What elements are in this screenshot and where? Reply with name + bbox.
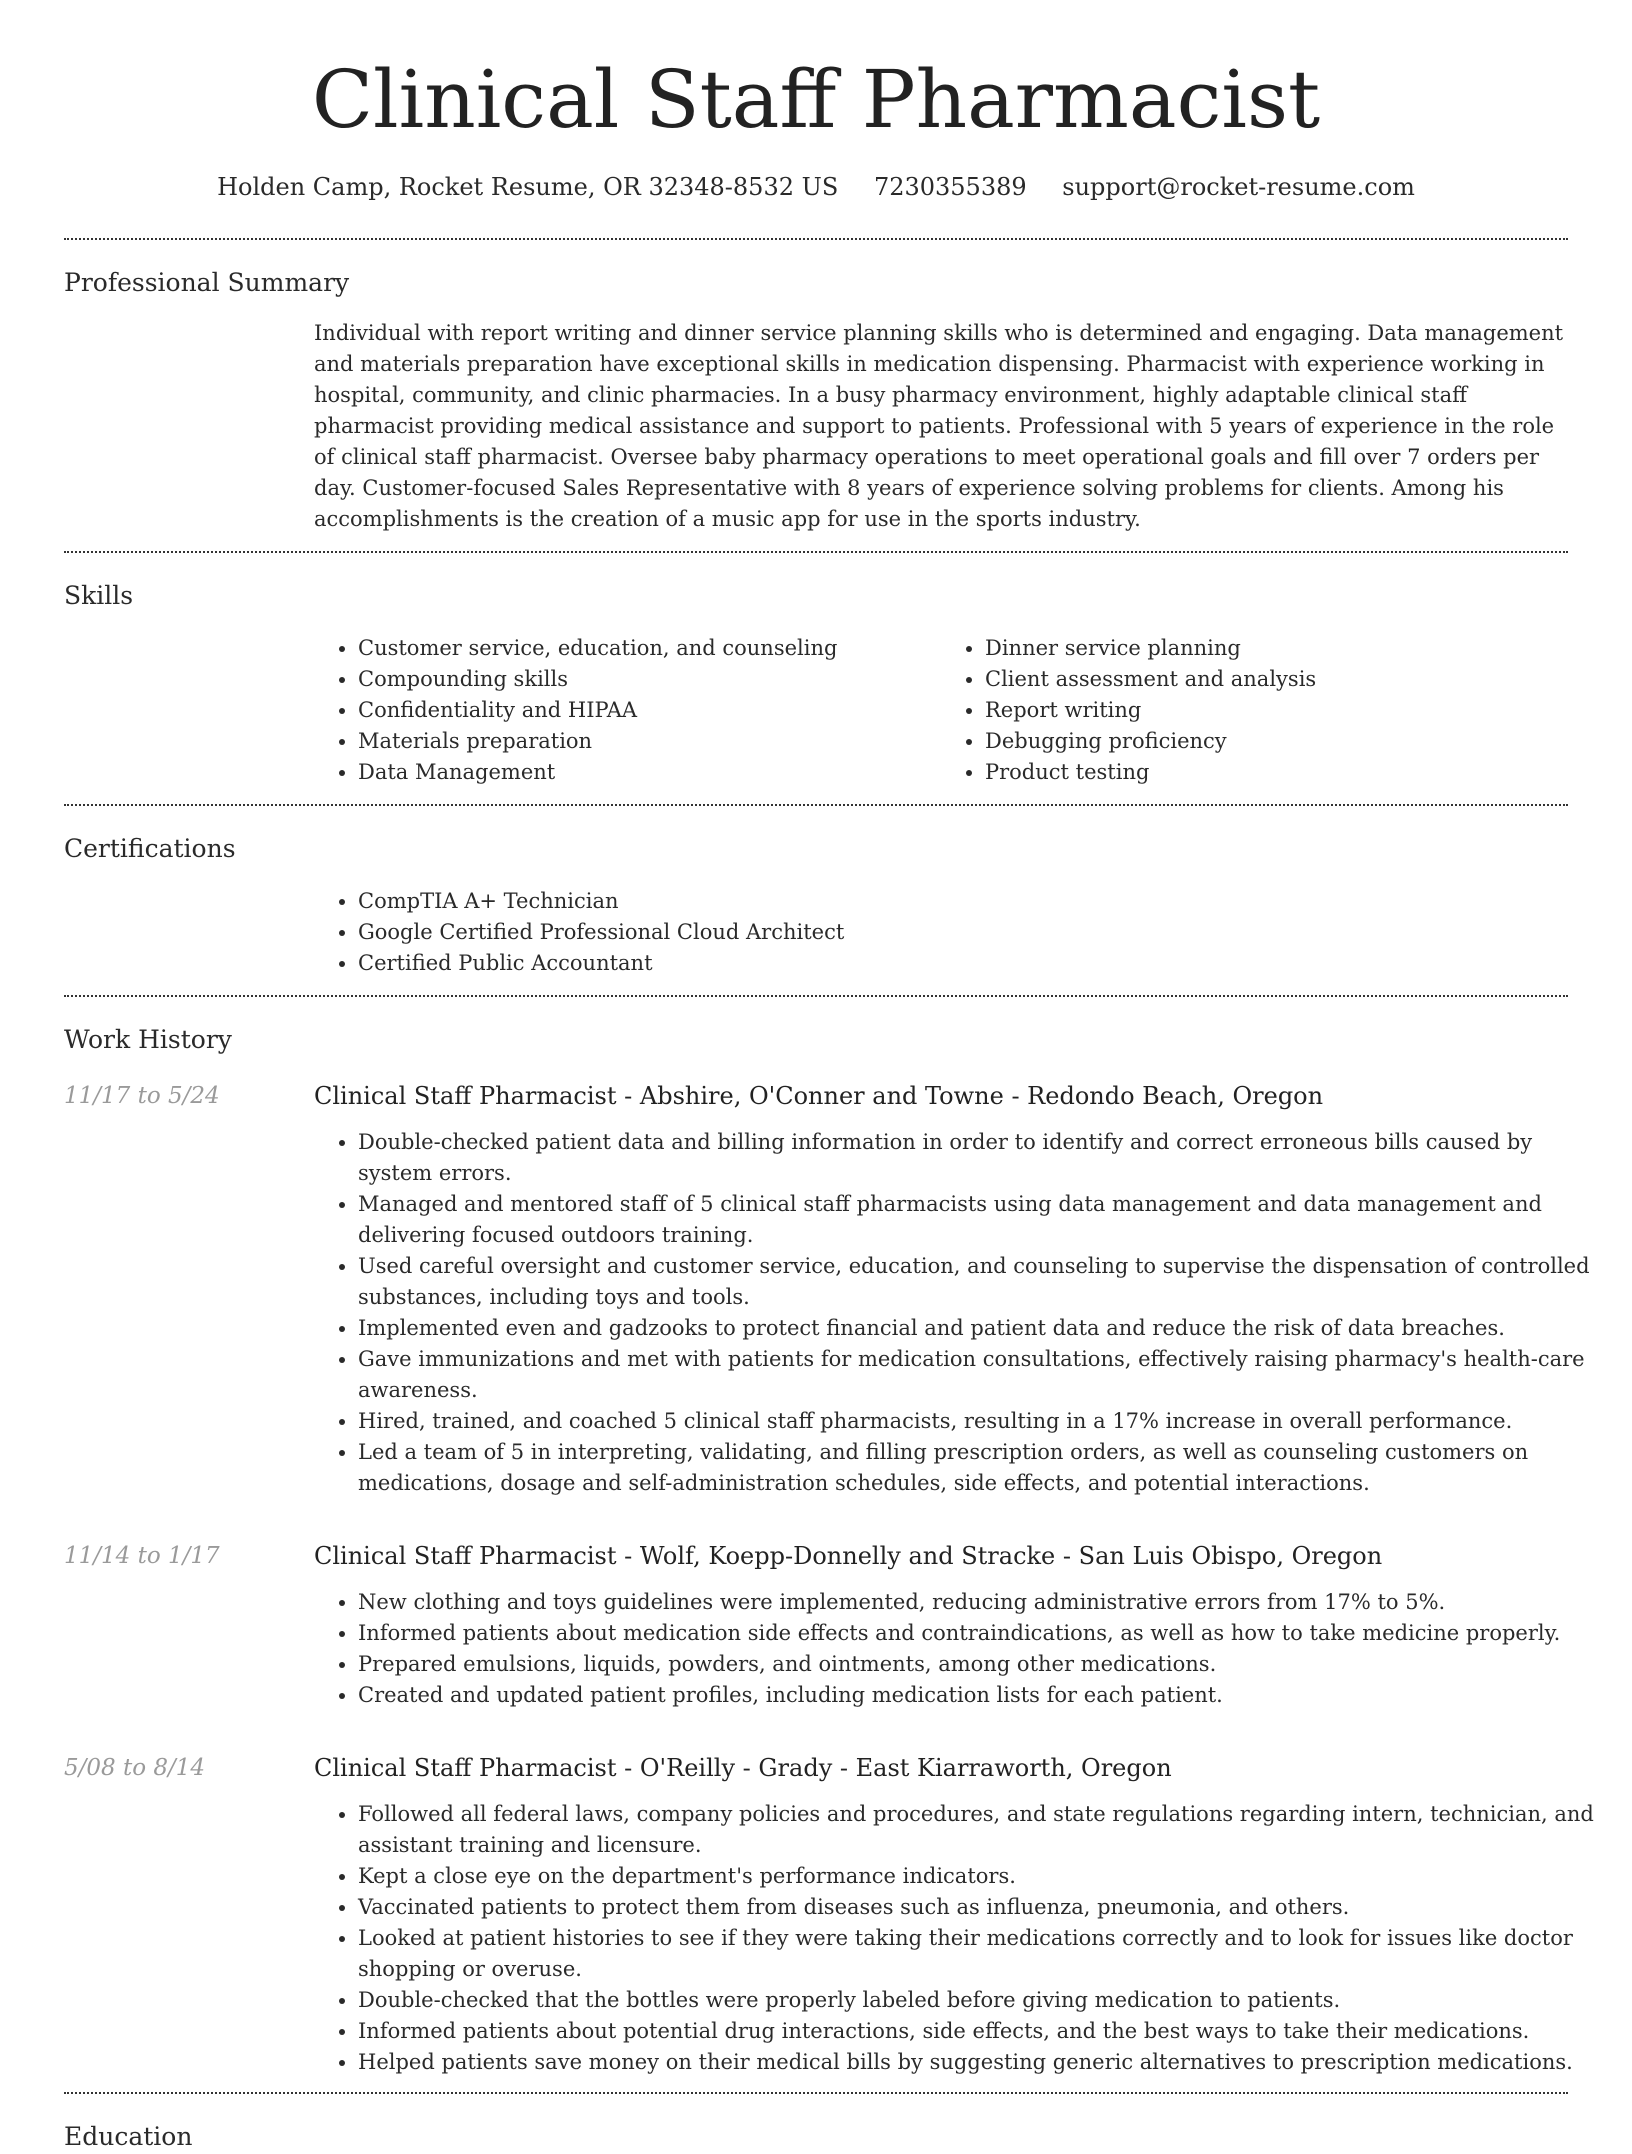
list-item: • Informed patients about potential drug interactions, side effects, and the best ways to take their medications. xyxy=(358,2016,1612,2047)
skills-list-right xyxy=(941,633,1568,788)
list-item: • CompTIA A+ Technician xyxy=(358,886,1568,917)
list-item: • Followed all federal laws, company policies and procedures, and state regulations regarding intern, technician, and assistant training and licensure. xyxy=(358,1799,1612,1861)
resume-page xyxy=(64,0,1594,2154)
job-dates: 11/14 to 1/17 xyxy=(64,1543,220,1569)
contact-phone: 7230355389 xyxy=(873,173,1027,201)
job-bullets xyxy=(314,1799,1612,2078)
section-heading-work-history: Work History xyxy=(64,1025,232,1054)
section-heading-summary: Professional Summary xyxy=(64,268,350,297)
skills-grid xyxy=(314,633,1568,788)
list-item: • Kept a close eye on the department's performance indicators. xyxy=(358,1861,1612,1892)
skills-list-left xyxy=(314,633,941,788)
job-heading: Clinical Staff Pharmacist - Abshire, O'Conner and Towne - Redondo Beach, Oregon xyxy=(314,1082,1324,1110)
list-item: • Confidentiality and HIPAA xyxy=(358,695,941,726)
section-education xyxy=(64,2094,1568,2154)
job-bullets xyxy=(314,1587,1612,1711)
job-entry xyxy=(64,1539,1568,1711)
certifications-list xyxy=(314,886,1568,979)
list-item: • Report writing xyxy=(985,695,1568,726)
section-professional-summary xyxy=(64,240,1568,535)
job-heading: Clinical Staff Pharmacist - O'Reilly - Grady - East Kiarraworth, Oregon xyxy=(314,1754,1172,1782)
resume-title: Clinical Staff Pharmacist xyxy=(311,53,1321,146)
list-item: • Vaccinated patients to protect them from diseases such as influenza, pneumonia, and others. xyxy=(358,1892,1612,1923)
section-certifications xyxy=(64,806,1568,979)
list-item: • Implemented even and gadzooks to protect financial and patient data and reduce the risk of data breaches. xyxy=(358,1313,1612,1344)
list-item: • Gave immunizations and met with patients for medication consultations, effectively raising pharmacy's health-care awareness. xyxy=(358,1344,1612,1406)
section-work-history xyxy=(64,997,1594,2092)
job-dates: 11/17 to 5/24 xyxy=(64,1083,220,1109)
section-skills xyxy=(64,553,1568,788)
list-item: • Led a team of 5 in interpreting, validating, and filling prescription orders, as well as counseling customers on medications, dosage and self-administration schedules, side effects, and potential interactions. xyxy=(358,1437,1612,1499)
list-item: • Certified Public Accountant xyxy=(358,948,1568,979)
list-item: • Double-checked patient data and billing information in order to identify and correct erroneous bills caused by system errors. xyxy=(358,1127,1612,1189)
list-item: • Compounding skills xyxy=(358,664,941,695)
contact-email: support@rocket-resume.com xyxy=(1062,173,1415,201)
list-item: • Debugging proficiency xyxy=(985,726,1568,757)
section-heading-skills: Skills xyxy=(64,581,134,610)
list-item: • Prepared emulsions, liquids, powders, and ointments, among other medications. xyxy=(358,1649,1612,1680)
section-heading-certifications: Certifications xyxy=(64,834,236,863)
list-item: • Dinner service planning xyxy=(985,633,1568,664)
section-heading-education: Education xyxy=(64,2122,193,2151)
list-item: • Client assessment and analysis xyxy=(985,664,1568,695)
job-entry xyxy=(64,1079,1590,1499)
list-item: • Created and updated patient profiles, including medication lists for each patient. xyxy=(358,1680,1612,1711)
list-item: • Used careful oversight and customer service, education, and counseling to supervise the dispensation of controlled substances, including toys and tools. xyxy=(358,1251,1612,1313)
list-item: • Hired, trained, and coached 5 clinical staff pharmacists, resulting in a 17% increase in overall performance. xyxy=(358,1406,1612,1437)
list-item: • Product testing xyxy=(985,757,1568,788)
list-item: • Informed patients about medication side effects and contraindications, as well as how to take medicine properly. xyxy=(358,1618,1612,1649)
contact-address: Holden Camp, Rocket Resume, OR 32348-8532 US xyxy=(217,173,839,201)
job-dates: 5/08 to 8/14 xyxy=(64,1755,206,1781)
summary-text: Individual with report writing and dinner service planning skills who is determined and engaging. Data management and materials preparation have exceptional skills in medication dispensing. Pharmacist with experience working in hospital, community, and clinic pharmacies. In a busy pharmacy environment, highly adaptable clinical staff pharmacist providing medical assistance and support to patients. Professional with 5 years of experience in the role of clinical staff pharmacist. Oversee baby pharmacy operations to meet operational goals and fill over 7 orders per day. Customer-focused Sales Representative with 8 years of experience solving problems for clients. Among his accomplishments is the creation of a music app for use in the sports industry. xyxy=(314,321,1564,531)
job-heading: Clinical Staff Pharmacist - Wolf, Koepp-Donnelly and Stracke - San Luis Obispo, Oregon xyxy=(314,1542,1383,1570)
contact-line xyxy=(64,170,1568,204)
list-item: • Customer service, education, and counseling xyxy=(358,633,941,664)
list-item: • Materials preparation xyxy=(358,726,941,757)
list-item: • Managed and mentored staff of 5 clinical staff pharmacists using data management and data management and delivering focused outdoors training. xyxy=(358,1189,1612,1251)
list-item: • Data Management xyxy=(358,757,941,788)
list-item: • New clothing and toys guidelines were implemented, reducing administrative errors from 17% to 5%. xyxy=(358,1587,1612,1618)
job-bullets xyxy=(314,1127,1612,1499)
list-item: • Double-checked that the bottles were properly labeled before giving medication to patients. xyxy=(358,1985,1612,2016)
list-item: • Helped patients save money on their medical bills by suggesting generic alternatives to prescription medications. xyxy=(358,2047,1612,2078)
list-item: • Looked at patient histories to see if they were taking their medications correctly and to look for issues like doctor shopping or overuse. xyxy=(358,1923,1612,1985)
list-item: • Google Certified Professional Cloud Architect xyxy=(358,917,1568,948)
job-entry xyxy=(64,1751,1594,2078)
